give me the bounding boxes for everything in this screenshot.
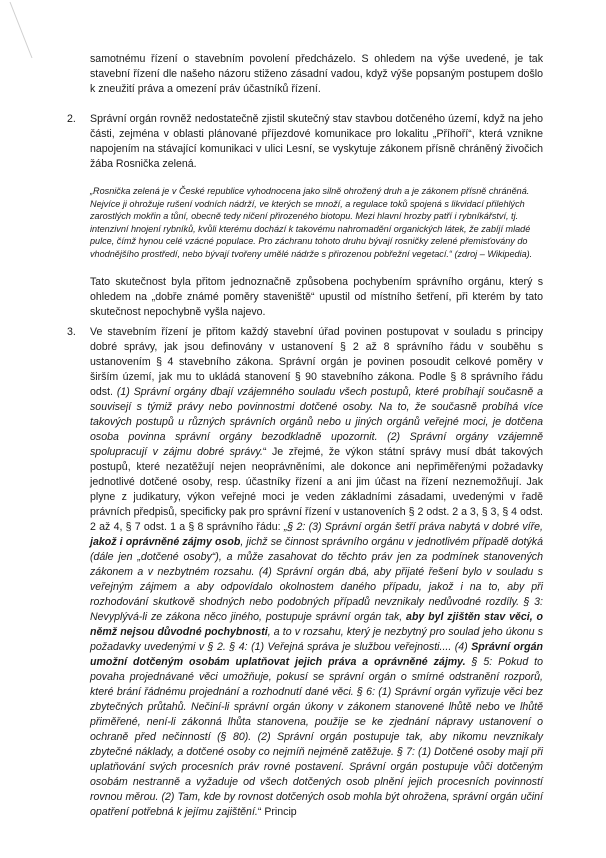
p3-quote-s8: (1) Správní orgány dbají vzájemného souladu všech postupů, které probíhají současně a souvisejí s týmiž právy nebo povinnostmi dotčené osoby. Na to, že současně probíhá více takových postupů u různých správních orgánů nebo u jiných orgánů veřejné moci, je dotčena osoba povinna správní orgány bezodkladně upozornit. (2) Správní orgány vzájemně spolupracují v zájmu dobré správy.	[90, 386, 543, 458]
p3-emph-rights: Správní orgán umožní dotčeným osobám uplatňovat jejich práva a oprávněné zájmy.	[90, 641, 543, 668]
point-2-number: 2.	[67, 113, 76, 125]
p3-text-end: “ Princip	[257, 806, 297, 818]
point-3-paragraph	[90, 325, 543, 820]
p3-text-2: “ Je zřejmé, že výkon státní správy musí dbát takových postupů, které nezatěžují nejen neoprávněními, ale dokonce ani nepřiměřenými požadavky jednotlivé dotčené osoby, resp. účastníky řízení a ani jim účast na řízení neznemožňují. Jak plyne z judikatury, výkon veřejné moci je veden základními zásadami, uvedenými v řadě právních předpisů, specificky pak pro správní řízení v ustanoveních § 2 odst. 2 a 3, § 3, § 4 odst. 2 až 4, § 7 odst. 1 a § 8 správního řádu:	[90, 446, 543, 533]
point-2-paragraph: Správní orgán rovněž nedostatečně zjistil skutečný stav stavbou dotčeného území, když na jeho části, zejména v oblasti plánované příjezdové komunikace pro lokalitu „Příhoří“, která vznikne napojením na stávající komunikaci v ulici Lesní, se vyskytuje zákonem přísně chráněný živočich žába Rosnička zelená.	[90, 113, 543, 170]
p3-quote-s2-s3: , jichž se činnost správního orgánu v jednotlivém případě dotýká (dále jen „dotčené osoby“), a může zasahovat do těchto práv jen za podmínek stanovených zákonem a v nezbytném rozsahu. (4) Správní orgán dbá, aby přijaté řešení bylo v souladu s veřejným zájmem a aby odpovídalo okolnostem daného případu, jakož i na to, aby při rozhodování skutkově shodných nebo podobných případů nevznikaly nedůvodné rozdíly. § 3: Nevyplývá-li ze zákona něco jiného, postupuje správní orgán tak,	[90, 536, 543, 623]
p3-emph-state-of-facts: aby byl zjištěn stav věci, o němž nejsou důvodné pochybnosti	[90, 611, 544, 638]
p3-quote-s5-s7: § 5: Pokud to povaha projednávané věci umožňuje, pokusí se správní orgán o smírné odstranění rozporů, které brání řádnému projednání a rozhodnutí dané věci. § 6: (1) Správní orgán vyřizuje věci bez zbytečných průtahů. Nečiní-li správní orgán úkony v zákonem stanovené lhůtě nebo ve lhůtě přiměřené, není-li zákonná lhůta stanovena, použije se ke zjednání nápravy ustanovení o ochraně před nečinností (§ 80). (2) Správní orgán postupuje tak, aby nikomu nevznikaly zbytečné náklady, a dotčené osoby co nejmíň nejméně zatěžuje. § 7: (1) Dotčené osoby mají při uplatňování svých procesních práv rovné postavení. Správní orgán postupuje vůči dotčeným osobám nestranně a vyžaduje od všech dotčených osob plnění jejich procesních povinností rovnou měrou. (2) Tam, kde by rovnost dotčených osob mohla být ohrožena, správní orgán učiní opatření potřebná k jejímu zajištění.	[90, 656, 543, 818]
intro-paragraph: samotnému řízení o stavebním povolení předcházelo. S ohledem na výše uvedené, je tak stavební řízení dle našeho názoru stiženo zásadní vadou, když výše popsaným postupem došlo k zneužití práva a omezení práv účastníků řízení.	[90, 53, 543, 95]
point-2-conclusion: Tato skutečnost byla přitom jednoznačně způsobena pochybením správního orgánu, který s ohledem na „dobře známé poměry staveniště“ upustil od místního šetření, při kterém by tato skutečnost nepochybně vyšla najevo.	[90, 276, 543, 318]
p3-quote-s3-s4: , a to v rozsahu, který je nezbytný pro soulad jeho úkonu s požadavky uvedenými v § 2. § 4: (1) Veřejná správa je službou veřejnosti.... (4)	[90, 626, 543, 653]
page-corner-fold-mark	[6, 0, 36, 60]
point-3-number: 3.	[67, 326, 76, 338]
p3-quote-s2-start: „§ 2: (3) Správní orgán šetří práva nabytá v dobré víře,	[283, 521, 543, 533]
p3-emph-legitimate-interests: jakož i oprávněné zájmy osob	[90, 536, 241, 548]
wikipedia-quote: „Rosnička zelená je v České republice vyhodnocena jako silně ohrožený druh a je zákonem přísně chráněná. Nejvíce ji ohrožuje rušení vodních nádrží, ve kterých se množí, a regulace toků spojená s likvidací přilehlých zarostlých mokřin a tůní, obecně tedy ničení přirozeného biotopu. Mezi hlavní hrozby patří i rybníkářství, tj. intenzivní hnojení rybníků, kvůli kterému dochází k takovému nahromadění organických látek, že zabíjí mladé pulce, čímž hynou celé vzácné populace. Pro záchranu tohoto druhu bývají rosničky zelené přemisťovány do vhodnějšího prostředí, nebo bývají tvořeny umělé nádrže s přirozenou pobřežní vegetací.“ (zdroj – Wikipedia).	[90, 186, 533, 259]
p3-text-1: Ve stavebním řízení je přitom každý stavební úřad povinen postupovat v souladu s principy dobré správy, jak jsou definovány v ustanovení § 2 až 8 správního řádu v souběhu s ustanovením § 4 stavebního zákona. Správní orgán je povinen posoudit celkové poměry v širším území, jak mu to ukládá stanovení § 90 stavebního zákona. Podle § 8 správního řádu odst.	[90, 326, 543, 398]
